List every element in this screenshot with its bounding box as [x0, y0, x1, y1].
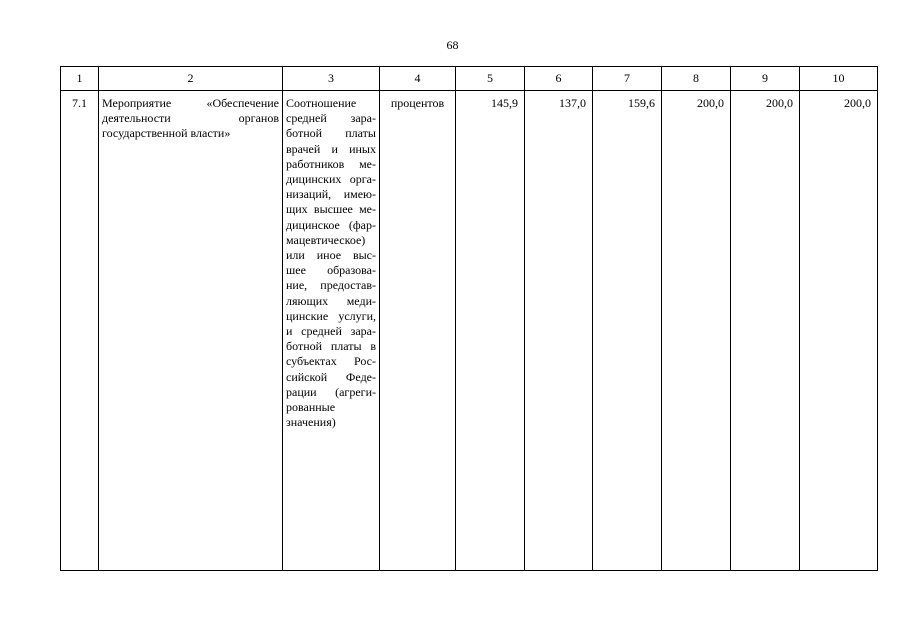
indicator-line: субъектах Рос- [286, 354, 376, 369]
column-header: 2 [99, 67, 283, 91]
row-number-cell: 7.1 [61, 91, 99, 571]
indicator-line: ние, предостав- [286, 278, 376, 293]
indicator-line: средней зара- [286, 111, 376, 126]
column-header: 7 [593, 67, 662, 91]
table-header-row [61, 67, 878, 91]
column-header: 1 [61, 67, 99, 91]
page-number: 68 [446, 38, 459, 52]
indicator-line: ботной платы в [286, 339, 376, 354]
column-header: 6 [525, 67, 593, 91]
value-cell-col5: 145,9 [456, 91, 525, 571]
indicator-line: дицинское (фар- [286, 217, 376, 232]
indicator-line: врачей и иных [286, 141, 376, 156]
indicator-line: и средней зара- [286, 324, 376, 339]
indicator-line: рованные [286, 400, 336, 415]
value-cell-col8: 200,0 [662, 91, 731, 571]
indicator-line: или иное выс- [286, 248, 376, 263]
indicator-line: дицинских орга- [286, 172, 376, 187]
indicator-line: щих высшее ме- [286, 202, 376, 217]
value-cell-col7: 159,6 [593, 91, 662, 571]
indicator-cell [283, 91, 380, 571]
value-cell-col9: 200,0 [731, 91, 800, 571]
indicator-line: рации (агреги- [286, 384, 376, 399]
indicator-line: Соотношение [286, 96, 357, 110]
column-header: 8 [662, 67, 731, 91]
value-cell-col10: 200,0 [800, 91, 878, 571]
value-cell-col6: 137,0 [525, 91, 593, 571]
column-header: 5 [456, 67, 525, 91]
table-row [61, 91, 878, 571]
unit-cell: процентов [380, 91, 456, 571]
column-header: 4 [380, 67, 456, 91]
indicator-line: работников ме- [286, 156, 376, 171]
indicator-line: низаций, имею- [286, 187, 376, 202]
indicator-line: ботной платы [286, 126, 376, 141]
column-header: 9 [731, 67, 800, 91]
indicator-line: сийской Феде- [286, 369, 376, 384]
indicator-line: мацевтическое) [286, 232, 366, 247]
column-header: 3 [283, 67, 380, 91]
data-table [60, 66, 878, 571]
indicator-line: цинские услуги, [286, 308, 376, 323]
indicator-line: ляющих меди- [286, 293, 376, 308]
column-header: 10 [800, 67, 878, 91]
measure-cell: Мероприятие «Обеспечение деятельности органов государственной власти» [99, 91, 283, 571]
indicator-line: значения) [286, 415, 336, 430]
indicator-line: шее образова- [286, 263, 376, 278]
